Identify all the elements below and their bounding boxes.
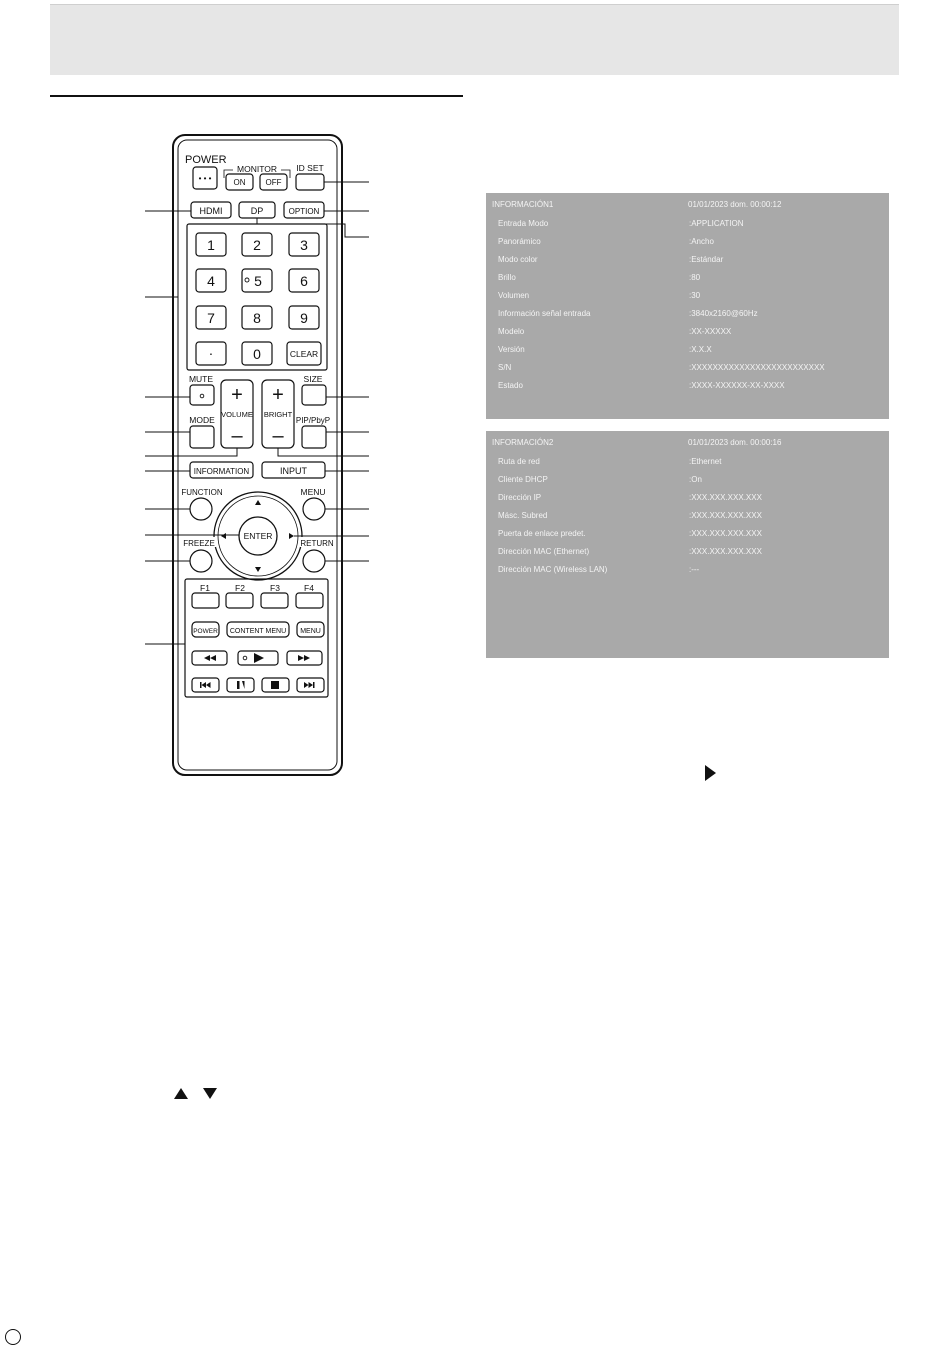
function-button[interactable] <box>190 498 212 520</box>
function-label: FUNCTION <box>181 488 223 497</box>
monitor-label: MONITOR <box>237 164 277 174</box>
info1-datetime: 01/01/2023 dom. 00:00:12 <box>688 200 782 209</box>
info1-row-value: :XX-XXXXX <box>689 327 732 336</box>
f1-button[interactable] <box>192 593 219 608</box>
info2-row-value: :--- <box>689 565 700 574</box>
info1-row-label: Entrada Modo <box>498 219 549 228</box>
return-button[interactable] <box>303 550 325 572</box>
mute-label: MUTE <box>188 374 214 384</box>
f2-button[interactable] <box>226 593 253 608</box>
mode-button[interactable] <box>190 426 214 448</box>
bright-label: BRIGHT <box>263 410 293 419</box>
volume-label: VOLUME <box>221 410 253 419</box>
info1-row-label: Versión <box>498 345 525 354</box>
pip-button[interactable] <box>302 426 326 448</box>
info1-row-label: Modelo <box>498 327 525 336</box>
info2-row-label: Puerta de enlace predet. <box>498 529 586 538</box>
info1-row <box>486 291 889 303</box>
info1-row-value: :Estándar <box>689 255 724 264</box>
hdmi-label: HDMI <box>199 206 223 216</box>
info1-row-value: :Ancho <box>689 237 714 246</box>
info2-panel <box>486 431 889 658</box>
info1-row-value: :XXXXXXXXXXXXXXXXXXXXXXXXX <box>689 363 825 372</box>
key-7-label: 7 <box>207 310 215 326</box>
info1-row <box>486 237 889 249</box>
info1-row <box>486 345 889 357</box>
info1-row-label: Modo color <box>498 255 538 264</box>
info1-row <box>486 327 889 339</box>
info2-row-label: Dirección MAC (Wireless LAN) <box>498 565 608 574</box>
key-4-label: 4 <box>207 273 215 289</box>
size-label: SIZE <box>303 374 323 384</box>
menu-label: MENU <box>300 487 326 497</box>
info1-row-value: :X.X.X <box>689 345 712 354</box>
info1-row <box>486 273 889 285</box>
info2-row-value: :XXX.XXX.XXX.XXX <box>689 547 762 556</box>
mode-label: MODE <box>189 415 215 425</box>
info1-row <box>486 219 889 231</box>
info1-row-label: Panorámico <box>498 237 541 246</box>
info1-row-label: Información señal entrada <box>498 309 591 318</box>
key-6-label: 6 <box>300 273 308 289</box>
stop-icon <box>271 681 279 689</box>
info2-row <box>486 475 889 487</box>
monitor-on-label: ON <box>233 178 246 187</box>
key-0-label: 0 <box>253 346 261 362</box>
info2-row-label: Dirección IP <box>498 493 542 502</box>
info2-row-value: :Ethernet <box>689 457 722 466</box>
key-5-label: 5 <box>254 273 262 289</box>
pip-label: PIP/PbyP <box>295 416 331 425</box>
info1-row-value: :XXXX-XXXXXX-XX-XXXX <box>689 381 785 390</box>
info2-row <box>486 547 889 559</box>
key-8-label: 8 <box>253 310 261 326</box>
f3-label: F3 <box>270 583 280 593</box>
mute-button[interactable] <box>190 385 214 405</box>
menu-button[interactable] <box>303 498 325 520</box>
info1-row <box>486 255 889 267</box>
play-triangle-icon <box>705 765 716 781</box>
info2-row-value: :XXX.XXX.XXX.XXX <box>689 493 762 502</box>
info2-row <box>486 529 889 541</box>
info2-datetime: 01/01/2023 dom. 00:00:16 <box>688 438 782 447</box>
info1-row <box>486 363 889 375</box>
volume-minus-label: – <box>231 425 243 447</box>
content-menu-label: CONTENT MENU <box>229 628 287 635</box>
f1-label: F1 <box>200 583 210 593</box>
info2-row-value: :On <box>689 475 702 484</box>
option-label: OPTION <box>288 207 320 216</box>
info2-row-label: Másc. Subred <box>498 511 548 520</box>
f3-button[interactable] <box>261 593 288 608</box>
info2-row <box>486 493 889 505</box>
info2-row <box>486 457 889 469</box>
up-triangle-icon <box>174 1088 188 1099</box>
key-dot-label: · <box>208 345 214 361</box>
f2-label: F2 <box>235 583 245 593</box>
clear-label: CLEAR <box>289 349 319 359</box>
key-2-label: 2 <box>253 237 261 253</box>
info1-row-value: :3840x2160@60Hz <box>689 309 758 318</box>
info1-row-label: S/N <box>498 363 512 372</box>
pause-button[interactable] <box>227 678 254 692</box>
f4-label: F4 <box>304 583 314 593</box>
info1-row <box>486 381 889 393</box>
id-set-button[interactable] <box>296 174 324 190</box>
info2-row-label: Dirección MAC (Ethernet) <box>498 547 590 556</box>
enter-label: ENTER <box>243 531 273 541</box>
info2-row <box>486 565 889 577</box>
key-9-label: 9 <box>300 310 308 326</box>
info2-row-label: Ruta de red <box>498 457 540 466</box>
pc-menu-label: MENU <box>300 628 321 635</box>
size-button[interactable] <box>302 385 326 405</box>
page-marker-circle <box>5 1329 21 1345</box>
info2-row-value: :XXX.XXX.XXX.XXX <box>689 529 762 538</box>
info2-row-label: Cliente DHCP <box>498 475 548 484</box>
f4-button[interactable] <box>296 593 323 608</box>
freeze-label: FREEZE <box>183 539 215 548</box>
power-label: POWER <box>185 154 227 166</box>
freeze-button[interactable] <box>190 550 212 572</box>
power-dots-icon: • • • <box>198 174 212 183</box>
input-label: INPUT <box>280 466 307 476</box>
info2-row <box>486 511 889 523</box>
info1-row-value: :APPLICATION <box>689 219 744 228</box>
info1-row-value: :30 <box>689 291 701 300</box>
info2-title: INFORMACIÓN2 <box>492 438 554 447</box>
bright-minus-label: – <box>272 425 284 447</box>
info1-row <box>486 309 889 321</box>
pc-power-label: POWER <box>193 628 218 635</box>
bright-plus-label: + <box>272 384 284 406</box>
info1-row-label: Estado <box>498 381 523 390</box>
info1-row-label: Brillo <box>498 273 516 282</box>
id-set-label: ID SET <box>296 163 324 173</box>
down-triangle-icon <box>203 1088 217 1099</box>
key-3-label: 3 <box>300 237 308 253</box>
return-label: RETURN <box>300 539 334 548</box>
info1-title: INFORMACIÓN1 <box>492 200 554 209</box>
monitor-off-label: OFF <box>265 178 282 187</box>
info2-row-value: :XXX.XXX.XXX.XXX <box>689 511 762 520</box>
key-1-label: 1 <box>207 237 215 253</box>
info1-row-label: Volumen <box>498 291 530 300</box>
dp-label: DP <box>250 206 264 216</box>
info1-panel <box>486 193 889 419</box>
volume-plus-label: + <box>231 384 243 406</box>
info1-row-value: :80 <box>689 273 701 282</box>
information-label: INFORMATION <box>193 467 250 476</box>
